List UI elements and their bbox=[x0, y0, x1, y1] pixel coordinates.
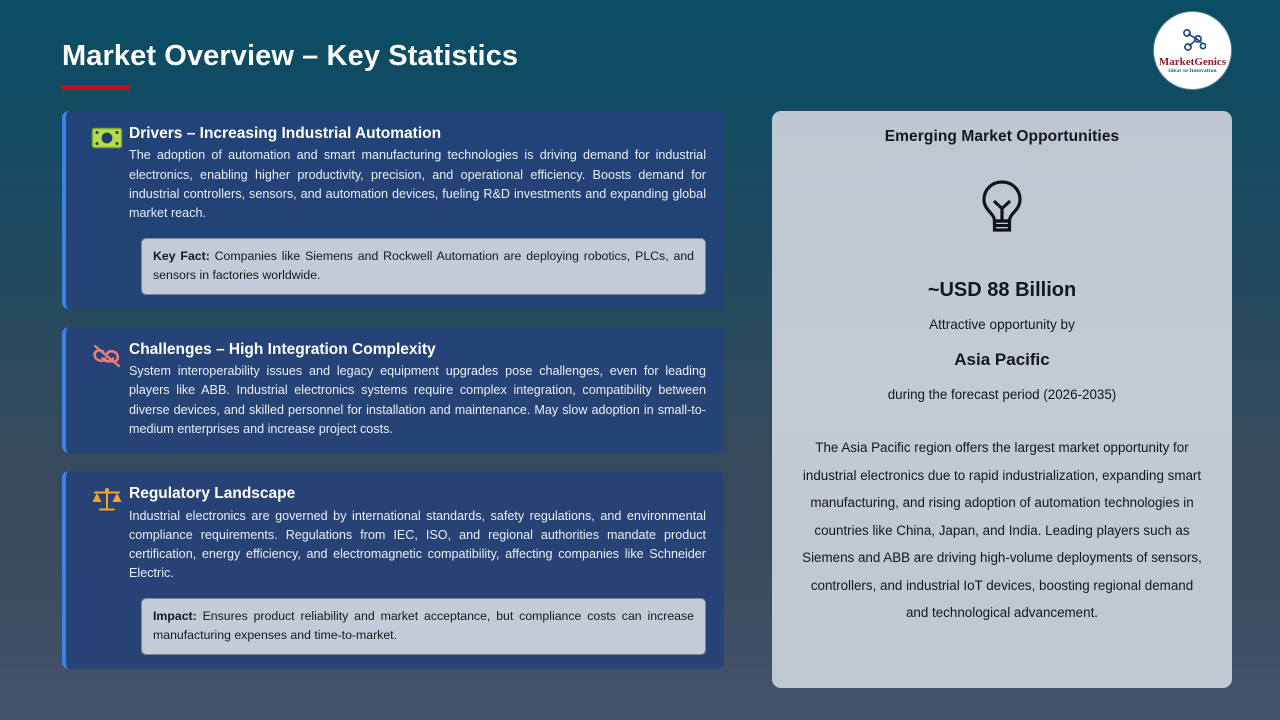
card-heading: Drivers – Increasing Industrial Automation bbox=[129, 125, 442, 142]
title-underline-rule bbox=[62, 85, 130, 90]
panel-forecast-period: during the forecast period (2026-2035) bbox=[887, 387, 1117, 402]
card-paragraph: System interoperability issues and legacy equipment upgrades pose challenges, even for leading players like ABB. Industrial electronics systems require complex integration, compatibility between diverse devices, and skilled personnel for installation and maintenance. May slow adoption in small-to-medium enterprises and increase project costs. bbox=[129, 363, 706, 436]
panel-region: Asia Pacific bbox=[954, 350, 1050, 369]
callout-label: Key Fact: bbox=[153, 248, 210, 263]
money-banknote-icon bbox=[85, 124, 129, 155]
company-logo bbox=[1154, 12, 1231, 89]
card-challenges bbox=[62, 327, 724, 454]
card-heading: Challenges – High Integration Complexity bbox=[129, 340, 436, 358]
card-regulatory bbox=[62, 471, 724, 669]
callout-label: Impact: bbox=[153, 608, 197, 623]
card-heading: Regulatory Landscape bbox=[129, 485, 296, 503]
balance-scales-icon bbox=[85, 484, 129, 519]
card-paragraph: The adoption of automation and smart manufacturing technologies is driving demand for industrial electronics, enabling higher productivity, precision, and operational efficiency. Boosts demand for industrial controllers, sensors, and automation devices, fueling R&D investments and expanding global market reach. bbox=[129, 148, 706, 221]
panel-subtitle: Attractive opportunity by bbox=[929, 317, 1075, 332]
page-title: Market Overview – Key Statistics bbox=[62, 40, 519, 72]
callout-text: Ensures product reliability and market acceptance, but compliance costs can increase manufacturing expenses and time-to-market. bbox=[153, 608, 694, 642]
statistics-card-list bbox=[62, 111, 724, 669]
panel-description: The Asia Pacific region offers the largest market opportunity for industrial electronics due to rapid industrialization, expanding smart manufacturing, and rising adoption of automation technologies in countries like China, Japan, and India. Leading players such as Siemens and ABB are driving high-volume deployments of sensors, controllers, and industrial IoT devices, boosting regional demand and technological advancement. bbox=[802, 440, 1202, 620]
lightbulb-icon bbox=[796, 179, 1208, 237]
card-paragraph: Industrial electronics are governed by international standards, safety regulations, and environmental compliance requirements. Regulations from IEC, ISO, and regional authorities mandate product certification, energy efficiency, and electromagnetic compatibility, affecting companies like Schneider Electric. bbox=[129, 508, 706, 581]
card-callout bbox=[141, 238, 706, 295]
network-nodes-icon bbox=[1180, 29, 1206, 56]
logo-company-name: MarketGenics bbox=[1158, 55, 1227, 68]
broken-link-icon bbox=[85, 340, 129, 375]
panel-title: Emerging Market Opportunities bbox=[884, 128, 1120, 145]
panel-market-value: ~USD 88 Billion bbox=[927, 279, 1077, 301]
emerging-opportunities-panel bbox=[772, 111, 1232, 688]
logo-tagline: Ideas to Innovation bbox=[1168, 68, 1217, 75]
card-callout bbox=[141, 598, 706, 655]
card-drivers bbox=[62, 111, 724, 309]
callout-text: Companies like Siemens and Rockwell Automation are deploying robotics, PLCs, and sensors in factories worldwide. bbox=[153, 248, 694, 282]
